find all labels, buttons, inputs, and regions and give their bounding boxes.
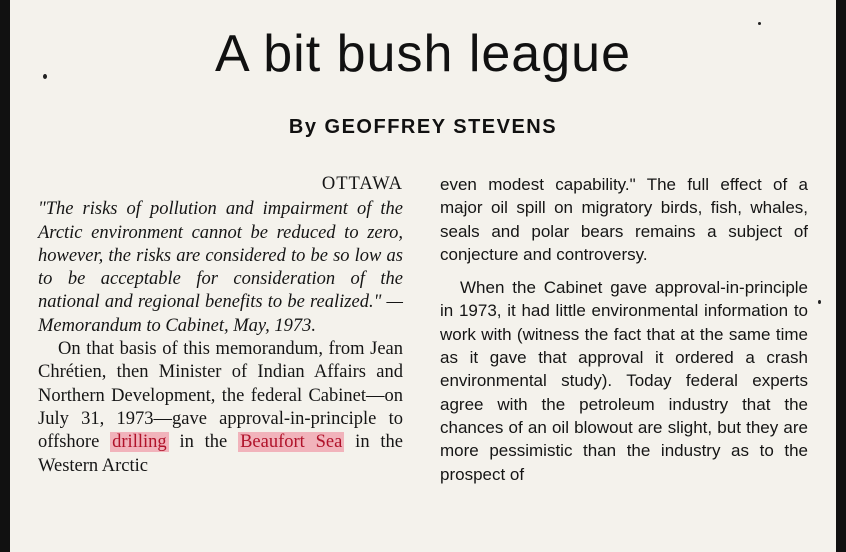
highlight-beaufort-sea[interactable]: Beaufort Sea (240, 432, 343, 453)
dateline: OTTAWA (321, 174, 403, 194)
headline: A bit bush league (215, 25, 631, 83)
highlight-drilling[interactable]: drilling (112, 432, 167, 453)
left-paragraph-text-start: On that basis of this memorandum, from Jean Chrétien, then Minister of Indian Affairs and Northern Development, the federal Cabinet—on July 31, 1973—gave approval-in-principle to offshore (38, 339, 403, 453)
left-paragraph (38, 338, 403, 478)
paragraph-gap (440, 266, 808, 276)
scan-edge-left (0, 0, 10, 552)
right-paragraph-2: When the Cabinet gave approval-in-principle in 1973, it had little environmental information to work with (witness the fact that at the same time as it gave that approval it ordered a crash environmental study). Today federal experts agree with the petroleum industry that the chances of an oil blowout are slight, but they are more pessimistic than the industry as to the prospect of (440, 278, 808, 484)
right-column (440, 173, 808, 486)
byline: By GEOFFREY STEVENS (288, 116, 558, 138)
right-paragraph-1: even modest capability." The full effect of a major oil spill on migratory birds, fish, whales, seals and polar bears remains a subject of conjecture and controversy. (440, 175, 808, 264)
left-column (38, 173, 403, 478)
left-paragraph-text-end: in the Western Arctic (38, 432, 403, 476)
left-paragraph-text-middle: in the (168, 432, 239, 453)
print-speck (43, 74, 47, 79)
scan-edge-right (836, 0, 846, 552)
epigraph-quote: "The risks of pollution and impairment of the Arctic environment cannot be reduced to zero, however, the risks are considered to be so low as to be acceptable for consideration of the national and regional benefits to be realized." — Memorandum to Cabinet, May, 1973. (38, 199, 403, 336)
newspaper-page (10, 0, 836, 552)
print-speck (758, 22, 761, 25)
print-speck (818, 300, 821, 304)
